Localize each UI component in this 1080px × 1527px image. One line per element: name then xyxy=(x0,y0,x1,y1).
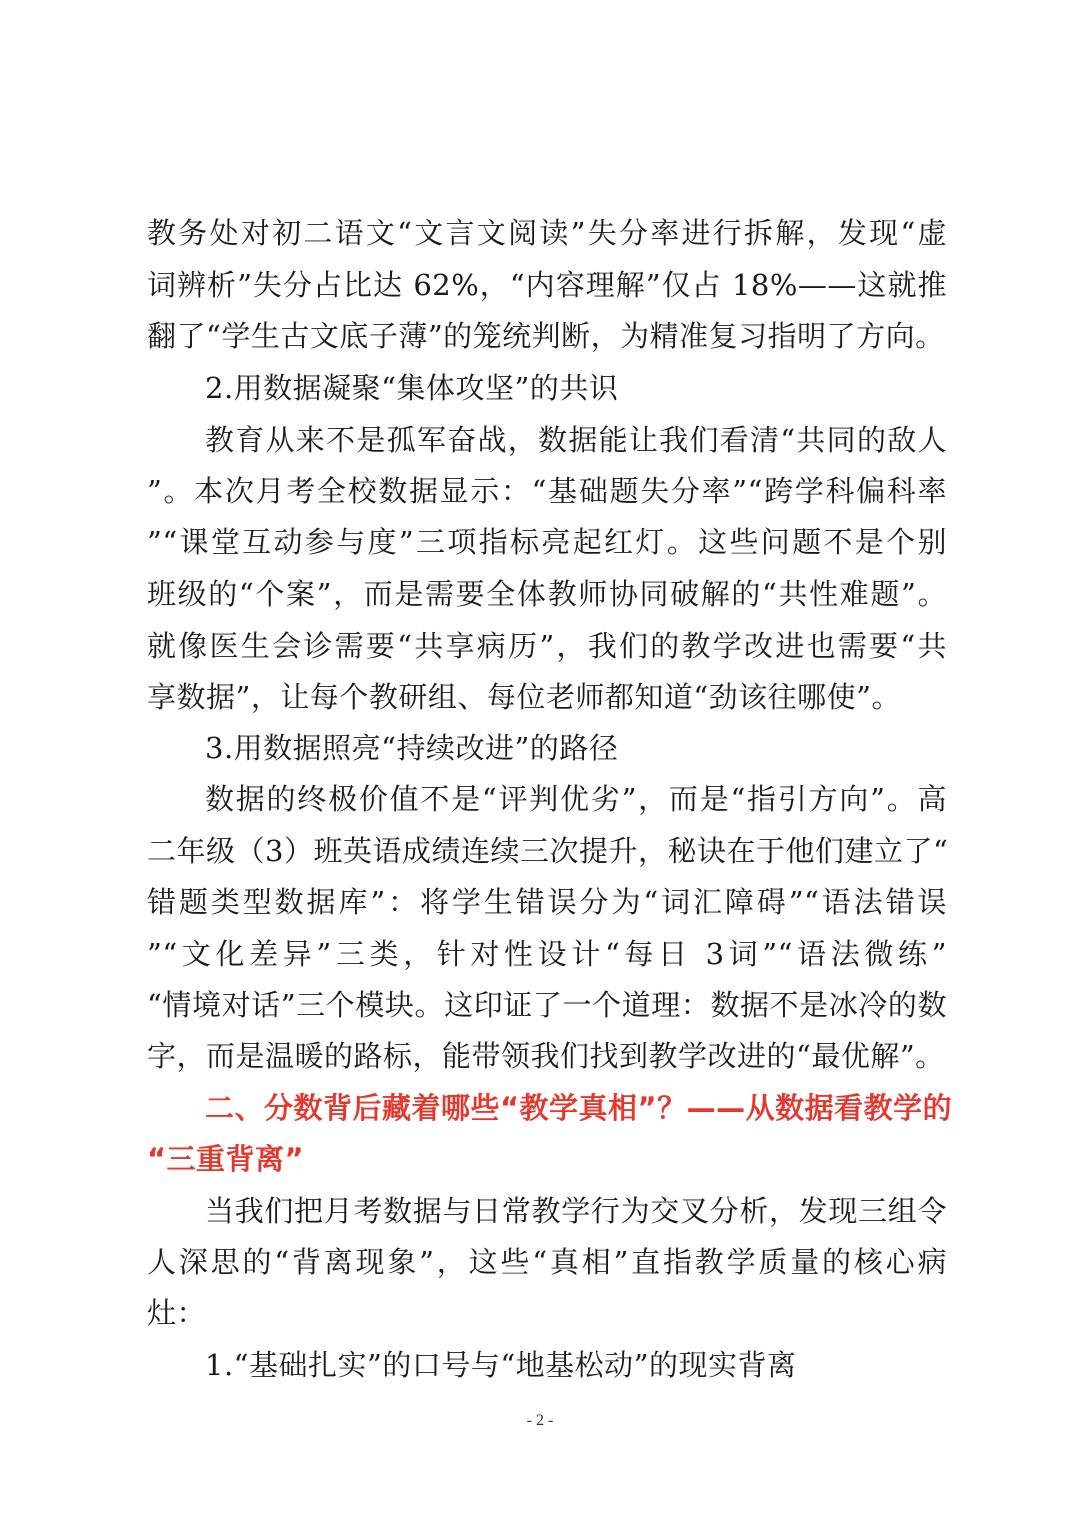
section-subheading: 1.“基础扎实”的口号与“地基松动”的现实背离 xyxy=(205,1348,797,1382)
body-text-line: 二年级（3）班英语成绩连续三次提升，秘诀在于他们建立了“ xyxy=(147,834,949,868)
section-subheading: 3.用数据照亮“持续改进”的路径 xyxy=(205,731,619,765)
body-text-line: 当我们把月考数据与日常教学行为交叉分析，发现三组令 xyxy=(205,1194,947,1228)
page-number: - 2 - xyxy=(526,1412,554,1429)
body-text-line: 教务处对初二语文“文言文阅读”失分率进行拆解，发现“虚 xyxy=(147,216,947,250)
body-text-line: ”。本次月考全校数据显示：“基础题失分率”“跨学科偏科率 xyxy=(147,474,947,508)
body-text-line: 灶： xyxy=(147,1296,207,1330)
body-text-line: ”“课堂互动参与度”三项指标亮起红灯。这些问题不是个别 xyxy=(147,525,947,559)
section-heading: 二、分数背后藏着哪些“教学真相”？——从数据看教学的 xyxy=(205,1091,953,1125)
body-text-line: 词辨析”失分占比达 62%，“内容理解”仅占 18%——这就推 xyxy=(147,268,947,302)
body-text-line: “情境对话”三个模块。这印证了一个道理：数据不是冰冷的数 xyxy=(147,988,947,1022)
body-text-line: ”“文化差异”三类，针对性设计“每日 3词”“语法微练” xyxy=(147,937,947,971)
body-text-line: 数据的终极价值不是“评判优劣”，而是“指引方向”。高 xyxy=(205,782,947,816)
body-text-line: 班级的“个案”，而是需要全体教师协同破解的“共性难题”。 xyxy=(147,577,947,611)
section-subheading: 2.用数据凝聚“集体攻坚”的共识 xyxy=(205,371,619,405)
body-text-line: 翻了“学生古文底子薄”的笼统判断，为精准复习指明了方向。 xyxy=(147,319,945,353)
body-text-line: 字，而是温暖的路标，能带领我们找到教学改进的“最优解”。 xyxy=(147,1039,945,1073)
body-text-line: 享数据”，让每个教研组、每位老师都知道“劲该往哪使”。 xyxy=(147,680,901,714)
section-heading: “三重背离” xyxy=(147,1142,305,1176)
body-text-line: 错题类型数据库”：将学生错误分为“词汇障碍”“语法错误 xyxy=(147,885,947,919)
body-text-line: 教育从来不是孤军奋战，数据能让我们看清“共同的敌人 xyxy=(205,423,947,457)
body-text-line: 就像医生会诊需要“共享病历”，我们的教学改进也需要“共 xyxy=(147,629,947,663)
body-text-line: 人深思的“背离现象”，这些“真相”直指教学质量的核心病 xyxy=(147,1245,947,1279)
